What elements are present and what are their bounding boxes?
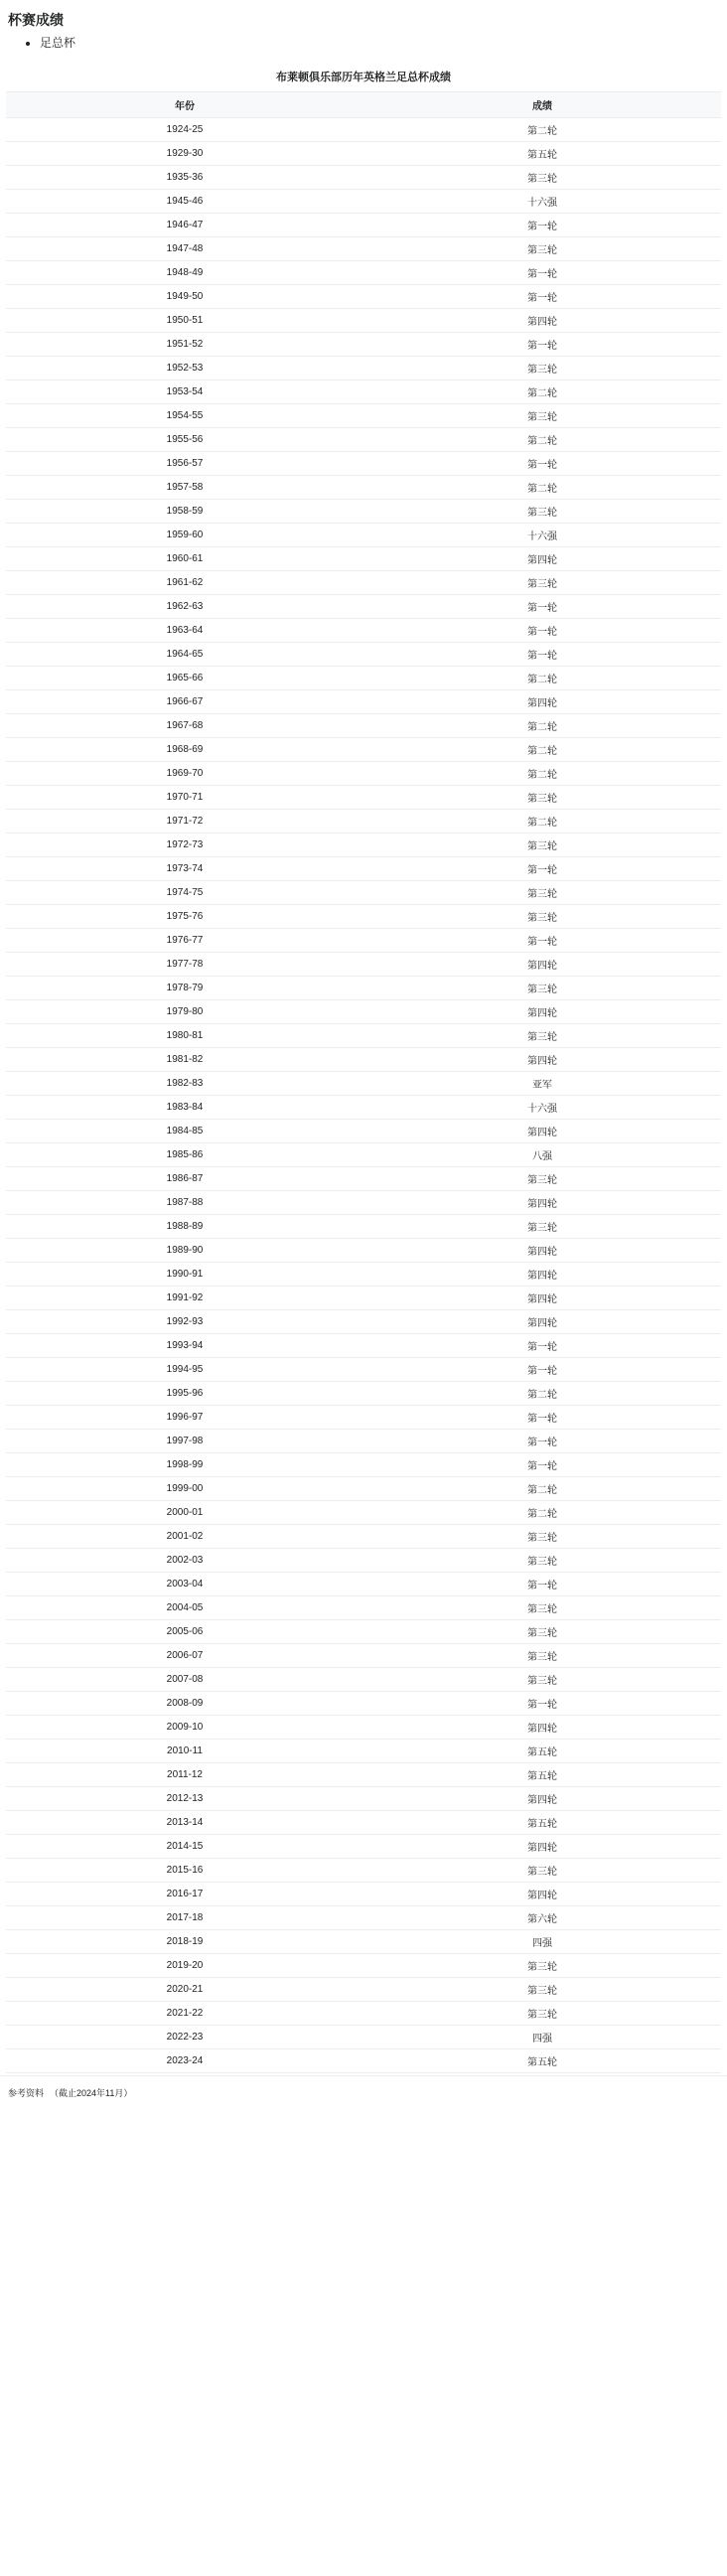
table-header-row — [6, 92, 721, 118]
table-row — [6, 1716, 721, 1740]
cell-year: 1963-64 — [6, 619, 364, 643]
table-row — [6, 1143, 721, 1167]
table-row — [6, 1930, 721, 1954]
table-row — [6, 524, 721, 547]
competition-list — [0, 34, 727, 53]
cell-year: 2022-23 — [6, 2026, 364, 2049]
table-row — [6, 714, 721, 738]
table-row — [6, 1573, 721, 1596]
cell-year: 1969-70 — [6, 762, 364, 786]
cell-result: 第二轮 — [364, 762, 721, 786]
cell-year: 1952-53 — [6, 357, 364, 380]
cell-year: 1968-69 — [6, 738, 364, 762]
table-row — [6, 1811, 721, 1835]
cell-result: 第三轮 — [364, 1859, 721, 1883]
cell-result: 第四轮 — [364, 1287, 721, 1310]
table-row — [6, 1096, 721, 1120]
table-row — [6, 2049, 721, 2073]
cell-year: 1953-54 — [6, 380, 364, 404]
cell-result: 第二轮 — [364, 476, 721, 500]
table-row — [6, 1787, 721, 1811]
table-row — [6, 547, 721, 571]
cell-year: 2012-13 — [6, 1787, 364, 1811]
cell-result: 第一轮 — [364, 1358, 721, 1382]
cell-year: 1957-58 — [6, 476, 364, 500]
cell-result: 四强 — [364, 2026, 721, 2049]
table-row — [6, 1620, 721, 1644]
table-row — [6, 2002, 721, 2026]
table-row — [6, 118, 721, 142]
table-row — [6, 1334, 721, 1358]
table-row — [6, 285, 721, 309]
cell-year: 1985-86 — [6, 1143, 364, 1167]
cell-year: 1978-79 — [6, 977, 364, 1000]
table-row — [6, 1048, 721, 1072]
cell-year: 1970-71 — [6, 786, 364, 810]
cell-result: 第四轮 — [364, 953, 721, 977]
cell-result: 第四轮 — [364, 1716, 721, 1740]
cell-result: 第三轮 — [364, 1668, 721, 1692]
cell-result: 第四轮 — [364, 690, 721, 714]
table-row — [6, 1120, 721, 1143]
cell-result: 第三轮 — [364, 977, 721, 1000]
cell-year: 2001-02 — [6, 1525, 364, 1549]
cell-year: 1983-84 — [6, 1096, 364, 1120]
table-row — [6, 810, 721, 833]
page-title: 杯赛成绩 — [8, 12, 64, 28]
cell-result: 第一轮 — [364, 643, 721, 667]
cell-result: 第二轮 — [364, 428, 721, 452]
table-row — [6, 1072, 721, 1096]
table-row — [6, 1763, 721, 1787]
table-row — [6, 881, 721, 905]
cell-year: 1949-50 — [6, 285, 364, 309]
cell-result: 第三轮 — [364, 1954, 721, 1978]
cell-result: 第四轮 — [364, 547, 721, 571]
cell-year: 1958-59 — [6, 500, 364, 524]
table-row — [6, 786, 721, 810]
table-row — [6, 1263, 721, 1287]
cell-result: 第一轮 — [364, 333, 721, 357]
table-row — [6, 1167, 721, 1191]
table-row — [6, 309, 721, 333]
cell-year: 1980-81 — [6, 1024, 364, 1048]
cell-result: 第四轮 — [364, 1263, 721, 1287]
cell-result: 第二轮 — [364, 810, 721, 833]
cell-result: 第四轮 — [364, 1191, 721, 1215]
cell-year: 1995-96 — [6, 1382, 364, 1406]
cell-result: 第一轮 — [364, 1406, 721, 1430]
cell-year: 1994-95 — [6, 1358, 364, 1382]
cell-result: 第三轮 — [364, 1978, 721, 2002]
cell-result: 第三轮 — [364, 1596, 721, 1620]
table-row — [6, 1549, 721, 1573]
footer-note — [0, 2075, 727, 2113]
table-row — [6, 333, 721, 357]
cell-year: 2018-19 — [6, 1930, 364, 1954]
table-row — [6, 762, 721, 786]
table-row — [6, 929, 721, 953]
cell-result: 第四轮 — [364, 309, 721, 333]
cell-result: 第三轮 — [364, 1525, 721, 1549]
table-row — [6, 380, 721, 404]
cell-year: 2023-24 — [6, 2049, 364, 2073]
table-row — [6, 1644, 721, 1668]
reference-label: 参考资料 — [8, 2088, 45, 2099]
cell-year: 1989-90 — [6, 1239, 364, 1263]
cell-year: 1975-76 — [6, 905, 364, 929]
cell-year: 1996-97 — [6, 1406, 364, 1430]
cell-year: 2013-14 — [6, 1811, 364, 1835]
cell-result: 第三轮 — [364, 1644, 721, 1668]
cell-result: 八强 — [364, 1143, 721, 1167]
table-row — [6, 1358, 721, 1382]
cell-year: 1977-78 — [6, 953, 364, 977]
cell-result: 第四轮 — [364, 1835, 721, 1859]
cell-year: 2005-06 — [6, 1620, 364, 1644]
table-row — [6, 953, 721, 977]
cell-year: 1998-99 — [6, 1453, 364, 1477]
cell-year: 1924-25 — [6, 118, 364, 142]
cell-year: 1951-52 — [6, 333, 364, 357]
cell-result: 第三轮 — [364, 905, 721, 929]
cell-result: 第四轮 — [364, 1239, 721, 1263]
table-row — [6, 261, 721, 285]
cell-result: 第三轮 — [364, 500, 721, 524]
cell-year: 2000-01 — [6, 1501, 364, 1525]
cell-year: 1959-60 — [6, 524, 364, 547]
table-row — [6, 1740, 721, 1763]
cell-year: 1956-57 — [6, 452, 364, 476]
table-row — [6, 1883, 721, 1906]
cell-result: 十六强 — [364, 524, 721, 547]
cell-result: 第五轮 — [364, 142, 721, 166]
cell-year: 1990-91 — [6, 1263, 364, 1287]
table-row — [6, 1692, 721, 1716]
table-row — [6, 1453, 721, 1477]
cell-year: 2016-17 — [6, 1883, 364, 1906]
cell-result: 第一轮 — [364, 214, 721, 237]
cell-year: 1987-88 — [6, 1191, 364, 1215]
results-table-wrapper — [0, 59, 727, 2073]
cell-year: 2006-07 — [6, 1644, 364, 1668]
table-row — [6, 1215, 721, 1239]
table-row — [6, 667, 721, 690]
table-row — [6, 1406, 721, 1430]
table-row — [6, 1978, 721, 2002]
table-row — [6, 1596, 721, 1620]
table-row — [6, 1906, 721, 1930]
cell-result: 第四轮 — [364, 1120, 721, 1143]
cell-year: 1982-83 — [6, 1072, 364, 1096]
table-row — [6, 1287, 721, 1310]
cell-year: 2019-20 — [6, 1954, 364, 1978]
cell-result: 第二轮 — [364, 667, 721, 690]
list-item: • 足总杯 — [40, 34, 727, 53]
table-row — [6, 404, 721, 428]
cell-result: 第五轮 — [364, 1763, 721, 1787]
cell-result: 第三轮 — [364, 1167, 721, 1191]
cell-result: 第五轮 — [364, 1811, 721, 1835]
cell-year: 1947-48 — [6, 237, 364, 261]
cell-result: 第六轮 — [364, 1906, 721, 1930]
cell-year: 1972-73 — [6, 833, 364, 857]
cell-year: 1973-74 — [6, 857, 364, 881]
table-row — [6, 738, 721, 762]
cell-result: 第三轮 — [364, 2002, 721, 2026]
cell-year: 2007-08 — [6, 1668, 364, 1692]
cell-year: 1991-92 — [6, 1287, 364, 1310]
cell-result: 第三轮 — [364, 1215, 721, 1239]
cell-year: 1988-89 — [6, 1215, 364, 1239]
cell-year: 1965-66 — [6, 667, 364, 690]
table-row — [6, 1859, 721, 1883]
cell-result: 第二轮 — [364, 714, 721, 738]
cell-result: 亚军 — [364, 1072, 721, 1096]
cell-result: 第二轮 — [364, 380, 721, 404]
table-row — [6, 1525, 721, 1549]
cell-result: 第三轮 — [364, 833, 721, 857]
table-row — [6, 1191, 721, 1215]
cell-result: 第四轮 — [364, 1883, 721, 1906]
cell-result: 第四轮 — [364, 1787, 721, 1811]
table-row — [6, 595, 721, 619]
cell-year: 1993-94 — [6, 1334, 364, 1358]
cell-result: 第一轮 — [364, 285, 721, 309]
cell-year: 1945-46 — [6, 190, 364, 214]
cell-year: 1964-65 — [6, 643, 364, 667]
cell-year: 1992-93 — [6, 1310, 364, 1334]
cell-year: 1929-30 — [6, 142, 364, 166]
cell-year: 1946-47 — [6, 214, 364, 237]
cell-result: 第四轮 — [364, 1048, 721, 1072]
cell-year: 1935-36 — [6, 166, 364, 190]
table-row — [6, 1477, 721, 1501]
cell-result: 第一轮 — [364, 619, 721, 643]
cell-year: 1966-67 — [6, 690, 364, 714]
cell-result: 第四轮 — [364, 1000, 721, 1024]
cell-year: 2009-10 — [6, 1716, 364, 1740]
cell-result: 第三轮 — [364, 1620, 721, 1644]
cell-result: 第五轮 — [364, 1740, 721, 1763]
table-row — [6, 571, 721, 595]
cell-result: 第三轮 — [364, 357, 721, 380]
table-row — [6, 476, 721, 500]
cell-result: 四强 — [364, 1930, 721, 1954]
cell-year: 1974-75 — [6, 881, 364, 905]
table-row — [6, 1024, 721, 1048]
cell-year: 2010-11 — [6, 1740, 364, 1763]
cell-result: 第一轮 — [364, 857, 721, 881]
as-of-label: （截止2024年11月） — [50, 2088, 133, 2099]
table-row — [6, 1000, 721, 1024]
cell-year: 2004-05 — [6, 1596, 364, 1620]
cell-year: 2020-21 — [6, 1978, 364, 2002]
cell-result: 第二轮 — [364, 1382, 721, 1406]
cell-year: 2002-03 — [6, 1549, 364, 1573]
cell-year: 1950-51 — [6, 309, 364, 333]
cell-year: 1997-98 — [6, 1430, 364, 1453]
cell-result: 第一轮 — [364, 1334, 721, 1358]
table-row — [6, 977, 721, 1000]
cell-year: 1976-77 — [6, 929, 364, 953]
table-row — [6, 1310, 721, 1334]
cell-result: 第三轮 — [364, 1024, 721, 1048]
cell-result: 第一轮 — [364, 1573, 721, 1596]
cell-result: 第一轮 — [364, 452, 721, 476]
cell-result: 第三轮 — [364, 786, 721, 810]
cell-result: 第二轮 — [364, 738, 721, 762]
cell-year: 2021-22 — [6, 2002, 364, 2026]
table-row — [6, 452, 721, 476]
cell-year: 2017-18 — [6, 1906, 364, 1930]
cell-result: 第一轮 — [364, 1430, 721, 1453]
cell-year: 1955-56 — [6, 428, 364, 452]
table-head — [6, 92, 721, 118]
cell-year: 1971-72 — [6, 810, 364, 833]
cell-year: 2003-04 — [6, 1573, 364, 1596]
table-row — [6, 905, 721, 929]
cell-result: 第四轮 — [364, 1310, 721, 1334]
cell-result: 第三轮 — [364, 571, 721, 595]
table-row — [6, 166, 721, 190]
cell-year: 1967-68 — [6, 714, 364, 738]
table-row — [6, 690, 721, 714]
cell-result: 第二轮 — [364, 1477, 721, 1501]
table-row — [6, 833, 721, 857]
table-row — [6, 857, 721, 881]
cell-result: 第三轮 — [364, 237, 721, 261]
cell-result: 第三轮 — [364, 881, 721, 905]
table-row — [6, 643, 721, 667]
table-row — [6, 1239, 721, 1263]
table-row — [6, 142, 721, 166]
cell-result: 第二轮 — [364, 118, 721, 142]
cell-result: 第一轮 — [364, 929, 721, 953]
cell-result: 第一轮 — [364, 1453, 721, 1477]
table-row — [6, 1382, 721, 1406]
cell-result: 第三轮 — [364, 166, 721, 190]
table-row — [6, 1954, 721, 1978]
table-row — [6, 2026, 721, 2049]
table-caption: 布莱顿俱乐部历年英格兰足总杯成绩 — [276, 72, 451, 84]
table-row — [6, 237, 721, 261]
cell-year: 1999-00 — [6, 1477, 364, 1501]
cell-result: 第一轮 — [364, 1692, 721, 1716]
cell-year: 2011-12 — [6, 1763, 364, 1787]
cell-result: 第三轮 — [364, 404, 721, 428]
cell-result: 第一轮 — [364, 595, 721, 619]
table-row — [6, 190, 721, 214]
cell-year: 1984-85 — [6, 1120, 364, 1143]
cell-year: 1961-62 — [6, 571, 364, 595]
cell-year: 1948-49 — [6, 261, 364, 285]
table-row — [6, 214, 721, 237]
cell-result: 第一轮 — [364, 261, 721, 285]
cell-result: 第五轮 — [364, 2049, 721, 2073]
cell-year: 1986-87 — [6, 1167, 364, 1191]
cell-result: 第三轮 — [364, 1549, 721, 1573]
cell-year: 1962-63 — [6, 595, 364, 619]
table-row — [6, 357, 721, 380]
table-row — [6, 500, 721, 524]
column-header-year: 年份 — [6, 92, 364, 118]
table-row — [6, 619, 721, 643]
cell-year: 1954-55 — [6, 404, 364, 428]
cell-year: 1981-82 — [6, 1048, 364, 1072]
table-row — [6, 428, 721, 452]
cell-result: 十六强 — [364, 1096, 721, 1120]
cell-result: 十六强 — [364, 190, 721, 214]
table-row — [6, 1430, 721, 1453]
cell-year: 2015-16 — [6, 1859, 364, 1883]
cell-year: 2008-09 — [6, 1692, 364, 1716]
table-row — [6, 1668, 721, 1692]
cell-result: 第二轮 — [364, 1501, 721, 1525]
cell-year: 1960-61 — [6, 547, 364, 571]
table-body — [6, 118, 721, 2073]
cell-year: 1979-80 — [6, 1000, 364, 1024]
cell-year: 2014-15 — [6, 1835, 364, 1859]
column-header-result: 成绩 — [364, 92, 721, 118]
table-row — [6, 1501, 721, 1525]
cup-results-table — [6, 63, 721, 2073]
table-row — [6, 1835, 721, 1859]
